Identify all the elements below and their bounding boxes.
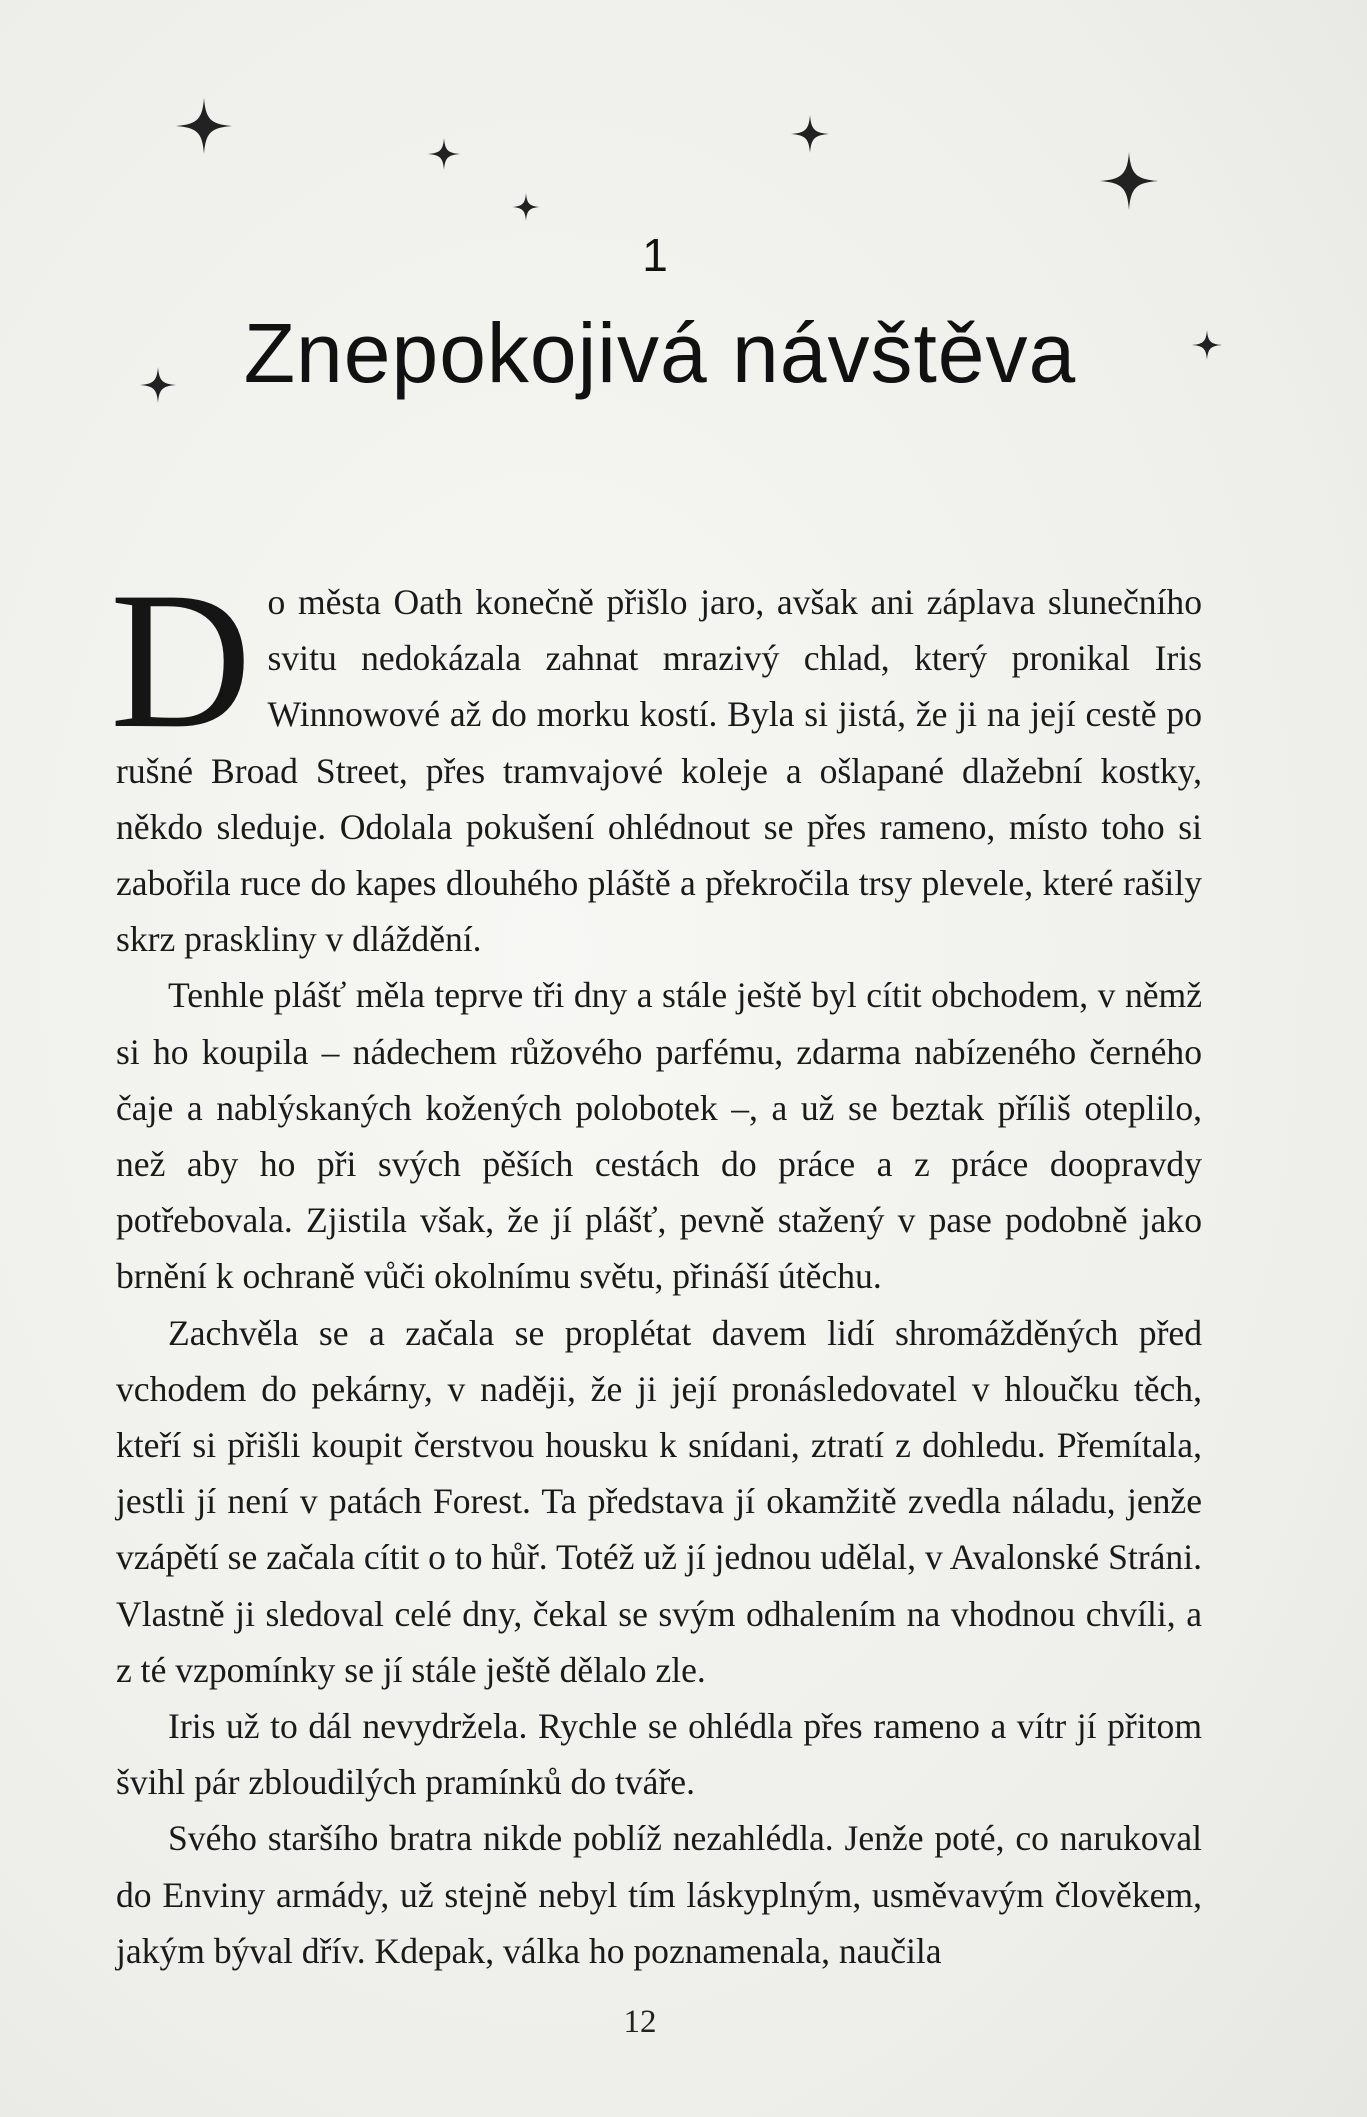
paragraph: Tenhle plášť měla teprve tři dny a stále ještě byl cítit obchodem, v němž si ho koupila – nádechem růžového parfému, zdarma nabízeného černého čaje a nablýskaných kožených polobotek –, a už se beztak příliš oteplilo, než aby ho při svých pěších cestách do práce a z práce doopravdy potřebovala. Zjistila však, že jí plášť, pevně stažený v pase podobně jako brnění k ochraně vůči okolnímu světu, přináší útěchu. (116, 975, 1202, 1297)
page-number: 12 (623, 2004, 657, 2040)
drop-cap: D (110, 552, 252, 769)
star-icon (512, 193, 540, 221)
paragraph: Zachvěla se a začala se proplétat davem lidí shromážděných před vchodem do pekárny, v naději, že ji její pronásledovatel v hloučku těch, kteří si přišli koupit čerstvou housku k snídani, ztratí z dohledu. Přemítala, jestli jí není v patách Forest. Ta představa jí okamžitě zvedla náladu, jenže vzápětí se začala cítit o to hůř. Totéž už jí jednou udělal, v Avalonské Stráni. Vlastně ji sledoval celé dny, čekal se svým odhalením na vhodnou chvíli, a z té vzpomínky se jí stále ještě dělalo zle. (116, 1312, 1202, 1690)
paragraph (110, 552, 1202, 967)
star-icon (791, 115, 829, 153)
chapter-title: Znepokojivá návštěva (243, 306, 1077, 400)
star-icon (176, 98, 232, 154)
paragraph-text: o města Oath konečně přišlo jaro, avšak ani záplava slunečního svitu nedokázala zahnat mrazivý chlad, který pronikal Iris Winnowové až do morku kostí. Byla si jistá, že ji na její cestě po rušné Broad Street, přes tramvajové koleje a ošlapané dlažební kostky, někdo sleduje. Odolala pokušení ohlédnout se přes rameno, místo toho si zabořila ruce do kapes dlouhého pláště a překročila trsy plevele, které rašily skrz praskliny v dláždění. (116, 582, 1202, 960)
paragraph: Svého staršího bratra nikde poblíž nezahlédla. Jenže poté, co narukoval do Enviny armády, už stejně nebyl tím láskyplným, usměvavým člověkem, jakým býval dřív. Kdepak, válka ho poznamenala, naučila (116, 1818, 1202, 1971)
chapter-body (110, 552, 1202, 1979)
chapter-number: 1 (642, 229, 668, 281)
star-icon (1100, 152, 1158, 210)
star-icon (428, 138, 460, 170)
paragraph: Iris už to dál nevydržela. Rychle se ohlédla přes rameno a vítr jí přitom švihl pár zbloudilých pramínků do tváře. (116, 1706, 1202, 1803)
